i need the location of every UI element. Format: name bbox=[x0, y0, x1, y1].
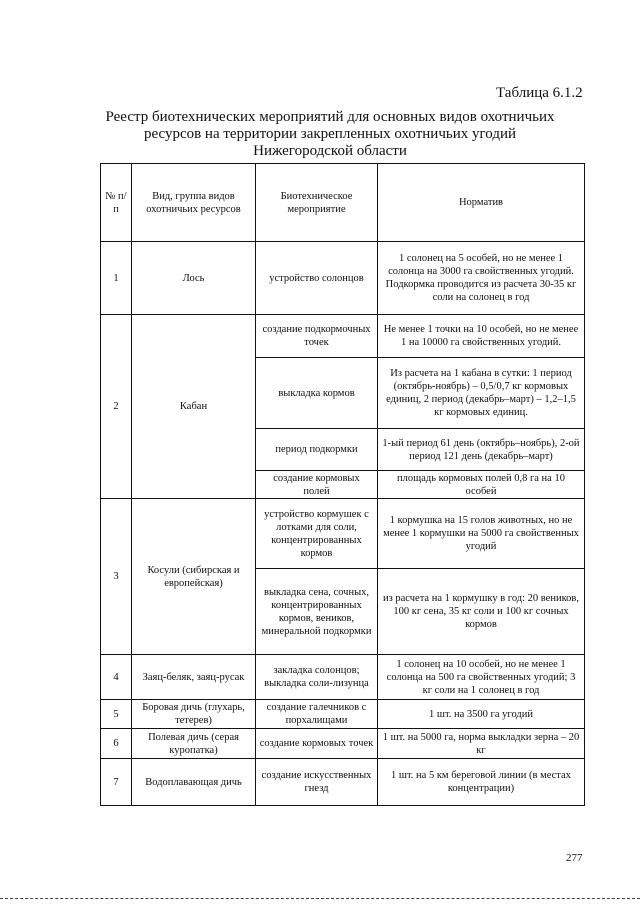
norm-cell: Не менее 1 точки на 10 особей, но не менее 1 на 10000 га свойственных угодий. bbox=[378, 315, 585, 358]
row-number: 3 bbox=[101, 499, 132, 655]
measure-cell: создание подкормочных точек bbox=[256, 315, 378, 358]
table-row bbox=[101, 759, 585, 806]
row-number: 2 bbox=[101, 315, 132, 499]
table-row bbox=[101, 242, 585, 315]
measure-cell: создание кормовых точек bbox=[256, 729, 378, 759]
species-cell: Лось bbox=[132, 242, 256, 315]
page-number: 277 bbox=[566, 852, 583, 864]
measure-cell: создание кормовых полей bbox=[256, 471, 378, 499]
norm-cell: 1 шт. на 5 км береговой линии (в местах концентрации) bbox=[378, 759, 585, 806]
row-number: 1 bbox=[101, 242, 132, 315]
norm-cell: площадь кормовых полей 0,8 га на 10 особей bbox=[378, 471, 585, 499]
biotech-registry-table bbox=[100, 163, 585, 806]
norm-cell: 1 шт. на 5000 га, норма выкладки зерна – 20 кг bbox=[378, 729, 585, 759]
measure-cell: выкладка кормов bbox=[256, 358, 378, 429]
header-species: Вид, группа видов охотничьих ресурсов bbox=[132, 164, 256, 242]
measure-cell: закладка солонцов; выкладка соли-лизунца bbox=[256, 655, 378, 700]
table-row bbox=[101, 499, 585, 569]
header-norm: Норматив bbox=[378, 164, 585, 242]
norm-cell: 1 шт. на 3500 га угодий bbox=[378, 700, 585, 729]
norm-cell: 1 солонец на 5 особей, но не менее 1 солонца на 3000 га свойственных угодий. Подкормка проводится из расчета 30-35 кг соли на солонец в год bbox=[378, 242, 585, 315]
table-number: Таблица 6.1.2 bbox=[496, 85, 583, 101]
header-number: № п/п bbox=[101, 164, 132, 242]
document-title: Реестр биотехнических мероприятий для основных видов охотничьих ресурсов на территории закрепленных охотничьих угодий Нижегородской области bbox=[105, 109, 555, 159]
species-cell: Кабан bbox=[132, 315, 256, 499]
row-number: 4 bbox=[101, 655, 132, 700]
row-number: 6 bbox=[101, 729, 132, 759]
header-measure: Биотехническое мероприятие bbox=[256, 164, 378, 242]
species-cell: Водоплавающая дичь bbox=[132, 759, 256, 806]
norm-cell: 1-ый период 61 день (октябрь–ноябрь), 2-ой период 121 день (декабрь–март) bbox=[378, 429, 585, 471]
table-row bbox=[101, 655, 585, 700]
species-cell: Заяц-беляк, заяц-русак bbox=[132, 655, 256, 700]
measure-cell: устройство кормушек с лотками для соли, концентрированных кормов bbox=[256, 499, 378, 569]
measure-cell: создание искусственных гнезд bbox=[256, 759, 378, 806]
row-number: 7 bbox=[101, 759, 132, 806]
species-cell: Косули (сибирская и европейская) bbox=[132, 499, 256, 655]
species-cell: Полевая дичь (серая куропатка) bbox=[132, 729, 256, 759]
table-row bbox=[101, 729, 585, 759]
row-number: 5 bbox=[101, 700, 132, 729]
table-row bbox=[101, 700, 585, 729]
norm-cell: 1 солонец на 10 особей, но не менее 1 солонца на 500 га свойственных угодий; 3 кг соли на 1 солонец в год bbox=[378, 655, 585, 700]
measure-cell: выкладка сена, сочных, концентрированных кормов, веников, минеральной подкормки bbox=[256, 569, 378, 655]
table-row bbox=[101, 315, 585, 358]
norm-cell: из расчета на 1 кормушку в год: 20 веников, 100 кг сена, 35 кг соли и 100 кг сочных кормов bbox=[378, 569, 585, 655]
measure-cell: создание галечников с порхалищами bbox=[256, 700, 378, 729]
measure-cell: период подкормки bbox=[256, 429, 378, 471]
measure-cell: устройство солонцов bbox=[256, 242, 378, 315]
table-header-row bbox=[101, 164, 585, 242]
norm-cell: Из расчета на 1 кабана в сутки: 1 период (октябрь-ноябрь) – 0,5/0,7 кг кормовых единиц, 2 период (декабрь–март) – 1,2–1,5 кг кормовых единиц. bbox=[378, 358, 585, 429]
species-cell: Боровая дичь (глухарь, тетерев) bbox=[132, 700, 256, 729]
scan-edge-line bbox=[0, 898, 640, 899]
norm-cell: 1 кормушка на 15 голов животных, но не менее 1 кормушки на 5000 га свойственных угодий bbox=[378, 499, 585, 569]
